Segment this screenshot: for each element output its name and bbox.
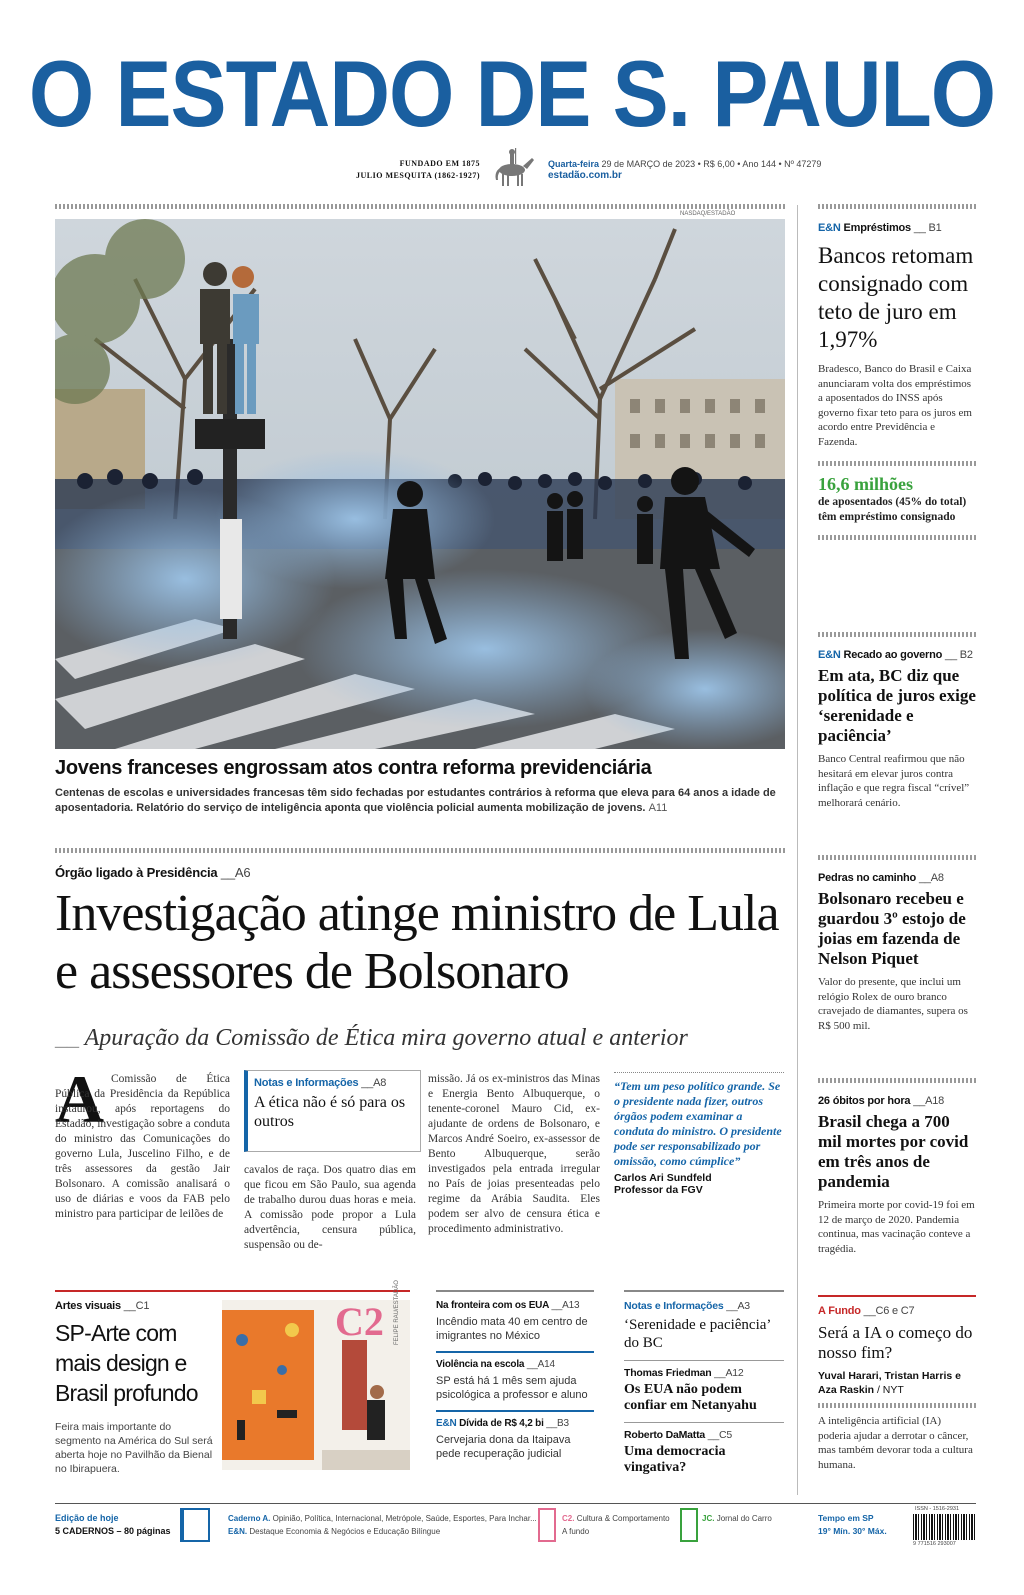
sidebar-s1-stat: 16,6 milhões	[818, 474, 914, 494]
sidebar-s1-body: Bradesco, Banco do Brasil e Caixa anunciaram volta dos empréstimos a aposentados do INSS após governo fixar teto para os juros em acordo entre Previdência e Fazenda.	[818, 363, 972, 448]
sidebar-s2	[818, 632, 976, 810]
website-link[interactable]: estadão.com.br	[548, 170, 622, 181]
edition-weekday: Quarta-feira	[548, 159, 600, 169]
barcode-number: 9 771516 293007	[913, 1541, 956, 1547]
lead-kicker: Órgão ligado à Presidência __A6	[55, 865, 251, 880]
photo-headline[interactable]: Jovens franceses engrossam atos contra reforma previdenciária	[55, 757, 652, 779]
masthead-title: O ESTADO DE S. PAULO	[28, 41, 996, 147]
middle-briefs	[436, 1300, 594, 1461]
lead-column-1	[55, 1072, 230, 1222]
sidebar-s5-source: / NYT	[876, 1384, 904, 1396]
opinion-3-author: Roberto DaMatta __C5	[624, 1429, 733, 1441]
footer-rule	[55, 1503, 976, 1504]
edition-info	[548, 158, 821, 182]
opinion-briefs	[624, 1300, 784, 1476]
section-c2-info	[562, 1512, 670, 1538]
sidebar-s5-authors: Yuval Harari, Tristan Harris e Aza Raskin	[818, 1370, 961, 1396]
section-c2-sub: A fundo	[562, 1527, 590, 1536]
horse-rider-logo	[490, 146, 536, 193]
bottom-rule	[55, 1290, 410, 1292]
barcode	[913, 1514, 975, 1540]
sidebar-s2-body: Banco Central reafirmou que não hesitará em elevar juros contra inflação e que regra fiscal “crível” melhorará cenário.	[818, 753, 970, 809]
sidebar-top-divider	[818, 204, 976, 209]
arts-body: Feira mais importante do segmento na América do Sul será aberta hoje no Pavilhão da Bienal no Ibirapuera.	[55, 1421, 213, 1475]
notes-box-kicker: Notas e Informações	[254, 1077, 359, 1089]
weather-value: 19° Mín. 30° Máx.	[818, 1526, 887, 1536]
bottom-rule-mid	[436, 1290, 594, 1292]
arts-headline[interactable]: SP-Arte com mais design e Brasil profundo	[55, 1320, 198, 1406]
opinion-2-text[interactable]: Os EUA não podem confiar em Netanyahu	[624, 1382, 757, 1413]
lead-divider	[55, 848, 785, 853]
sidebar-s2-kicker: E&N Recado ao governo __ B2	[818, 649, 973, 661]
opinion-1-kicker: Notas e Informações __A3	[624, 1300, 750, 1312]
edition-summary	[55, 1512, 171, 1538]
photo-credit: NASDAQ/ESTADÃO	[680, 211, 736, 217]
issn: ISSN - 1516-2931	[915, 1506, 960, 1512]
sidebar-s5-kicker: A Fundo __C6 e C7	[818, 1305, 915, 1317]
section-c2-label: C2.	[562, 1514, 575, 1523]
quote-box	[614, 1072, 784, 1196]
section-jc-text: Jornal do Carro	[716, 1514, 772, 1523]
sidebar-s1-headline[interactable]: Bancos retomam consignado com teto de juro em 1,97%	[818, 243, 974, 352]
brief-2-text[interactable]: SP está há 1 mês sem ajuda psicológica a professor e aluno	[436, 1375, 588, 1401]
section-c2-text: Cultura & Comportamento	[576, 1514, 670, 1523]
opinion-1-text[interactable]: ‘Serenidade e paciência’ do BC	[624, 1317, 771, 1351]
sidebar-s3	[818, 855, 976, 1033]
sidebar-s4-body: Primeira morte por covid-19 foi em 12 de março de 2020. Pandemia continua, mas vacinação conteve a tragédia.	[818, 1199, 975, 1255]
section-en-label: E&N.	[228, 1527, 248, 1536]
lead-column-3: missão. Já os ex-ministros das Minas e Energia Bento Albuquerque, o tenente-coronel Mauro Cid, ex-ajudante de ordens de Bolsonaro, e Marcos André Soeiro, ex-assessor de Bento Albuquerque, serão investigados pela entrada irregular no País de joias presenteadas pelo regime da Arábia Saudita. Eles podem ser alvo de censura ética e procedimento administrativo.	[428, 1073, 600, 1235]
sidebar-s5	[818, 1295, 976, 1472]
sidebar-s4	[818, 1078, 976, 1256]
lead-column-2: cavalos de raça. Dos quatro dias em que ficou em São Paulo, sua agenda de trabalho durou duas horas e meia. A comissão pode propor a Lula advertência, censura pública, suspensão ou de-	[244, 1164, 416, 1251]
c2-logo: C2	[335, 1299, 384, 1344]
section-jc-icon	[680, 1508, 698, 1542]
section-jc-info	[702, 1512, 772, 1525]
quote-author: Carlos Ari Sundfeld	[614, 1172, 712, 1184]
brief-3-kicker: E&N Dívida de R$ 4,2 bi __B3	[436, 1418, 569, 1429]
quote-text: “Tem um peso político grande. Se o presidente nada fizer, outros órgãos podem examinar a conduta do ministro. O presidente pode ser responsabilizado por omissão, como cúmplice”	[614, 1079, 782, 1168]
sidebar	[818, 222, 976, 540]
column-rule-main	[797, 205, 798, 1495]
brief-2-kicker: Violência na escola __A14	[436, 1359, 555, 1370]
section-en-text: Destaque Economia & Negócios e Educação Bilíngue	[249, 1527, 441, 1536]
sidebar-s5-headline[interactable]: Será a IA o começo do nosso fim?	[818, 1323, 973, 1362]
photo-page-ref: A11	[648, 802, 668, 814]
weather-label: Tempo em SP	[818, 1513, 874, 1523]
protest-photo	[55, 219, 785, 749]
brief-3-text[interactable]: Cervejaria dona da Itaipava pede recuperação judicial	[436, 1434, 571, 1460]
weather	[818, 1512, 887, 1538]
bottom-rule-opinion	[624, 1290, 784, 1292]
sidebar-s3-headline[interactable]: Bolsonaro recebeu e guardou 3º estojo de joias em fazenda de Nelson Piquet	[818, 889, 966, 968]
section-jc-label: JC.	[702, 1514, 715, 1523]
photo-caption: Centenas de escolas e universidades francesas têm sido fechadas por estudantes contrários à reforma que eleva para 64 anos a idade de aposentadoria. Relatório do serviço de inteligência aponta que violência policial aumenta mobilização de jovens. A11	[55, 787, 776, 814]
lead-subhead: __ Apuração da Comissão de Ética mira governo atual e anterior	[55, 1025, 688, 1051]
lead-headline[interactable]: Investigação atinge ministro de Lula e assessores de Bolsonaro	[55, 885, 779, 1000]
edition-value: 5 CADERNOS – 80 páginas	[55, 1526, 171, 1536]
section-a-label: Caderno A.	[228, 1514, 271, 1523]
brief-1-kicker: Na fronteira com os EUA __A13	[436, 1300, 580, 1311]
top-divider	[55, 204, 785, 209]
dropcap: A	[55, 1061, 105, 1137]
quote-role: Professor da FGV	[614, 1184, 703, 1196]
lead-column-1-text: Comissão de Ética Pública da Presidência da República instaurou, após reportagens do Estadão, investigação sobre a conduta do ministro das Comunicações do governo Lula, Juscelino Filho, e de três assessores da gestão Jair Bolsonaro. A comissão analisará o uso de diárias e voos da FAB pelo ministro para participar de leilões de	[55, 1073, 230, 1220]
sidebar-s1-stat-text: de aposentados (45% do total) têm empréstimo consignado	[818, 496, 967, 523]
brief-1-text[interactable]: Incêndio mata 40 em centro de imigrantes no México	[436, 1316, 588, 1342]
sidebar-s2-headline[interactable]: Em ata, BC diz que política de juros exige ‘serenidade e paciência’	[818, 666, 976, 745]
arts-photo-credit: FELIPE RAU/ESTADÃO	[394, 1280, 400, 1345]
notes-box-title: A ética não é só para os outros	[254, 1094, 406, 1130]
sidebar-s5-body: A inteligência artificial (IA) poderia ajudar a derrotar o câncer, mas também devorar toda a cultura humana.	[818, 1415, 973, 1471]
section-a-info	[228, 1512, 537, 1538]
section-a-icon	[180, 1508, 210, 1542]
section-a-text: Opinião, Política, Internacional, Metrópole, Saúde, Esportes, Para Inchar...	[272, 1514, 537, 1523]
arts-kicker: Artes visuais __C1	[55, 1300, 150, 1312]
edition-date: 29 de MARÇO de 2023 • R$ 6,00 • Ano 144 • Nº 47279	[601, 159, 822, 169]
section-c2-icon	[538, 1508, 556, 1542]
sidebar-s4-kicker: 26 óbitos por hora __A18	[818, 1095, 945, 1107]
sidebar-s1-kicker: E&N Empréstimos __ B1	[818, 222, 942, 234]
notes-box[interactable]: Notas e Informações __A8 A ética não é só para os outros	[244, 1070, 421, 1152]
sidebar-s3-body: Valor do presente, que inclui um relógio Rolex de ouro branco cravejado de diamantes, supera os R$ 500 mil.	[818, 976, 968, 1032]
founded-text: FUNDADO EM 1875 JULIO MESQUITA (1862-1927)	[356, 159, 480, 180]
edition-label: Edição de hoje	[55, 1513, 119, 1523]
sidebar-s3-kicker: Pedras no caminho __A8	[818, 872, 944, 884]
opinion-3-text[interactable]: Uma democracia vingativa?	[624, 1444, 726, 1475]
sidebar-s4-headline[interactable]: Brasil chega a 700 mil mortes por covid em três anos de pandemia	[818, 1112, 969, 1191]
opinion-2-author: Thomas Friedman __A12	[624, 1367, 744, 1379]
